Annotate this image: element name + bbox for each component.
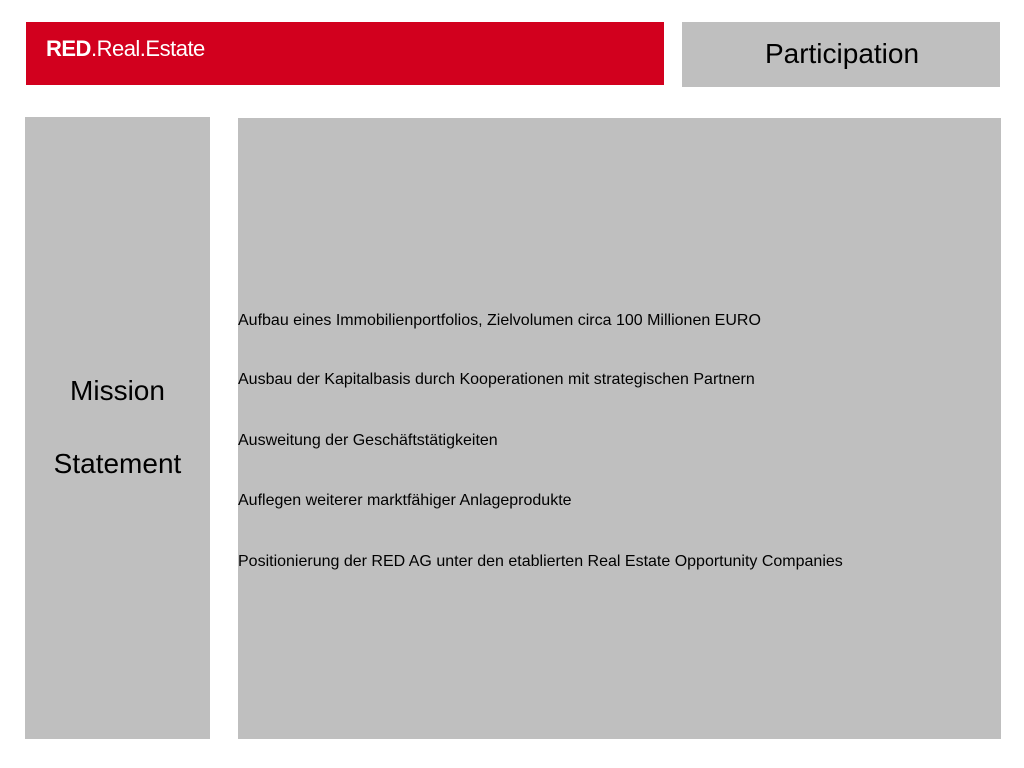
brand-logo [46,36,205,62]
mission-point: Aufbau eines Immobilienportfolios, Zielvolumen circa 100 Millionen EURO [238,312,761,329]
mission-point: Positionierung der RED AG unter den etablierten Real Estate Opportunity Companies [238,553,843,570]
content-panel [238,118,1001,739]
mission-point: Ausbau der Kapitalbasis durch Kooperationen mit strategischen Partnern [238,371,755,388]
side-panel [25,117,210,739]
side-label-line-1: Mission [70,375,165,406]
mission-point: Auflegen weiterer marktfähiger Anlageprodukte [238,492,572,509]
title-box [682,22,1000,87]
side-label-line-2: Statement [53,448,182,479]
mission-point: Ausweitung der Geschäftstätigkeiten [238,432,498,449]
page-title: Participation [764,38,920,69]
logo-rest-text: .Real.Estate [90,36,205,61]
brand-bar [26,22,664,85]
logo-strong-text: RED [46,36,91,61]
